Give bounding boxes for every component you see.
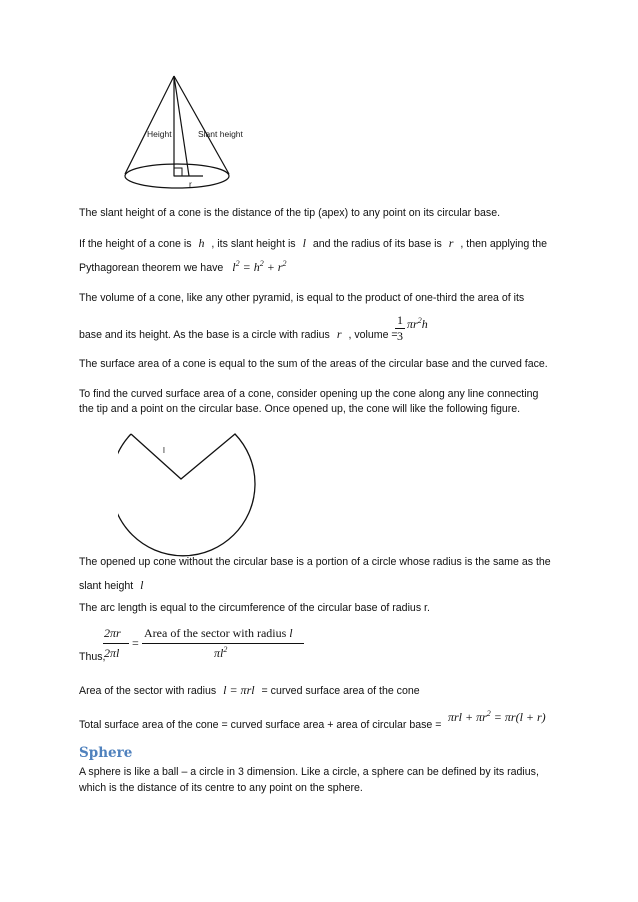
eq-area-rhs: = πrl <box>229 683 255 697</box>
slant-height-definition: The slant height of a cone is the distance of the tip (apex) to any point on its circular base. <box>79 207 501 219</box>
fraction-denominator: 3 <box>397 329 403 343</box>
surface-area-definition: The surface area of a cone is equal to the sum of the areas of the circular base and the curved face. <box>79 358 548 370</box>
eq-2pil: 2πl <box>104 646 120 660</box>
cone-left-edge <box>125 76 174 174</box>
var-l: l <box>140 578 144 592</box>
text-segment: and the radius of its base is <box>312 238 442 250</box>
eq-pil: πl <box>214 646 224 660</box>
radius-label: r <box>189 179 192 189</box>
right-angle-marker <box>174 168 182 176</box>
var-r: r <box>448 236 454 250</box>
volume-formula-line <box>79 327 398 342</box>
sphere-text-2: which is the distance of its centre to any point on the sphere. <box>79 782 363 794</box>
total-surface-area-line: Total surface area of the cone = curved surface area + area of circular base = <box>79 719 442 731</box>
var-h: h <box>198 236 205 250</box>
eq-sector-text: Area of the sector with radius <box>144 626 287 640</box>
fraction-numerator: 1 <box>397 313 403 327</box>
volume-expression: $\pi r^2h$ <box>407 316 428 331</box>
curved-surface-intro-1: To find the curved surface area of a cone, consider opening up the cone along any line connecting <box>79 388 539 400</box>
sector-area-line <box>79 683 420 698</box>
curved-surface-intro-2: the tip and a point on the circular base. Once opened up, the cone will like the following figure. <box>79 403 521 415</box>
sector-radius-label: l <box>163 445 165 455</box>
text-segment: Area of the sector with radius <box>79 685 217 697</box>
opened-cone-sector-diagram <box>118 428 270 558</box>
text-segment: Pythagorean theorem we have <box>79 262 224 274</box>
var-l: l <box>302 236 306 250</box>
height-label: Height <box>147 129 172 139</box>
slant-height-label: Slant height <box>198 129 243 139</box>
text-segment: If the height of a cone is <box>79 238 192 250</box>
sphere-heading: Sphere <box>79 745 133 761</box>
text-segment: , then applying the <box>460 238 547 250</box>
text-segment: = curved surface area of the cone <box>261 685 420 697</box>
text-segment: base and its height. As the base is a circle with radius <box>79 329 330 341</box>
cone-diagram <box>115 70 255 195</box>
eq-area-lhs: l <box>223 683 227 697</box>
pythagoras-intro-line <box>79 236 547 251</box>
sector-outline <box>118 434 255 556</box>
sector-description-2 <box>79 578 143 593</box>
eq-total: πrl + πr <box>448 710 487 724</box>
pythagoras-equation-line <box>79 260 286 276</box>
eq-pil-squared: $\pi l^2$ <box>214 645 228 660</box>
arc-length-statement: The arc length is equal to the circumference of the circular base of radius r. <box>79 602 430 614</box>
volume-intro-line: The volume of a cone, like any other pyramid, is equal to the product of one-third the area of its <box>79 292 525 304</box>
pythagoras-equation: $l^2 = h^2 + r^2$ <box>232 259 287 274</box>
thus-label: Thus, <box>79 651 106 663</box>
fraction-bar <box>142 643 304 644</box>
eq-sector-numerator <box>144 626 293 641</box>
cone-right-edge <box>174 76 229 174</box>
text-segment: , volume = <box>348 329 398 341</box>
eq-total-2: = πr(l + r) <box>493 710 546 724</box>
sector-description-1: The opened up cone without the circular base is a portion of a circle whose radius is the same as the <box>79 556 551 568</box>
text-segment: slant height <box>79 580 134 592</box>
text-segment: , its slant height is <box>211 238 296 250</box>
cone-slant-line <box>174 76 189 176</box>
fraction-bar <box>103 643 129 644</box>
var-r: r <box>336 327 342 341</box>
sphere-text-1: A sphere is like a ball – a circle in 3 dimension. Like a circle, a sphere can be defined by its radius, <box>79 766 539 778</box>
equals-sign: = <box>132 636 139 650</box>
eq-sector-l: l <box>289 626 293 640</box>
total-surface-area-expression: $\pi rl + \pi r^2 = \pi r(l + r)$ <box>448 709 546 724</box>
eq-2pir: 2πr <box>104 626 121 640</box>
